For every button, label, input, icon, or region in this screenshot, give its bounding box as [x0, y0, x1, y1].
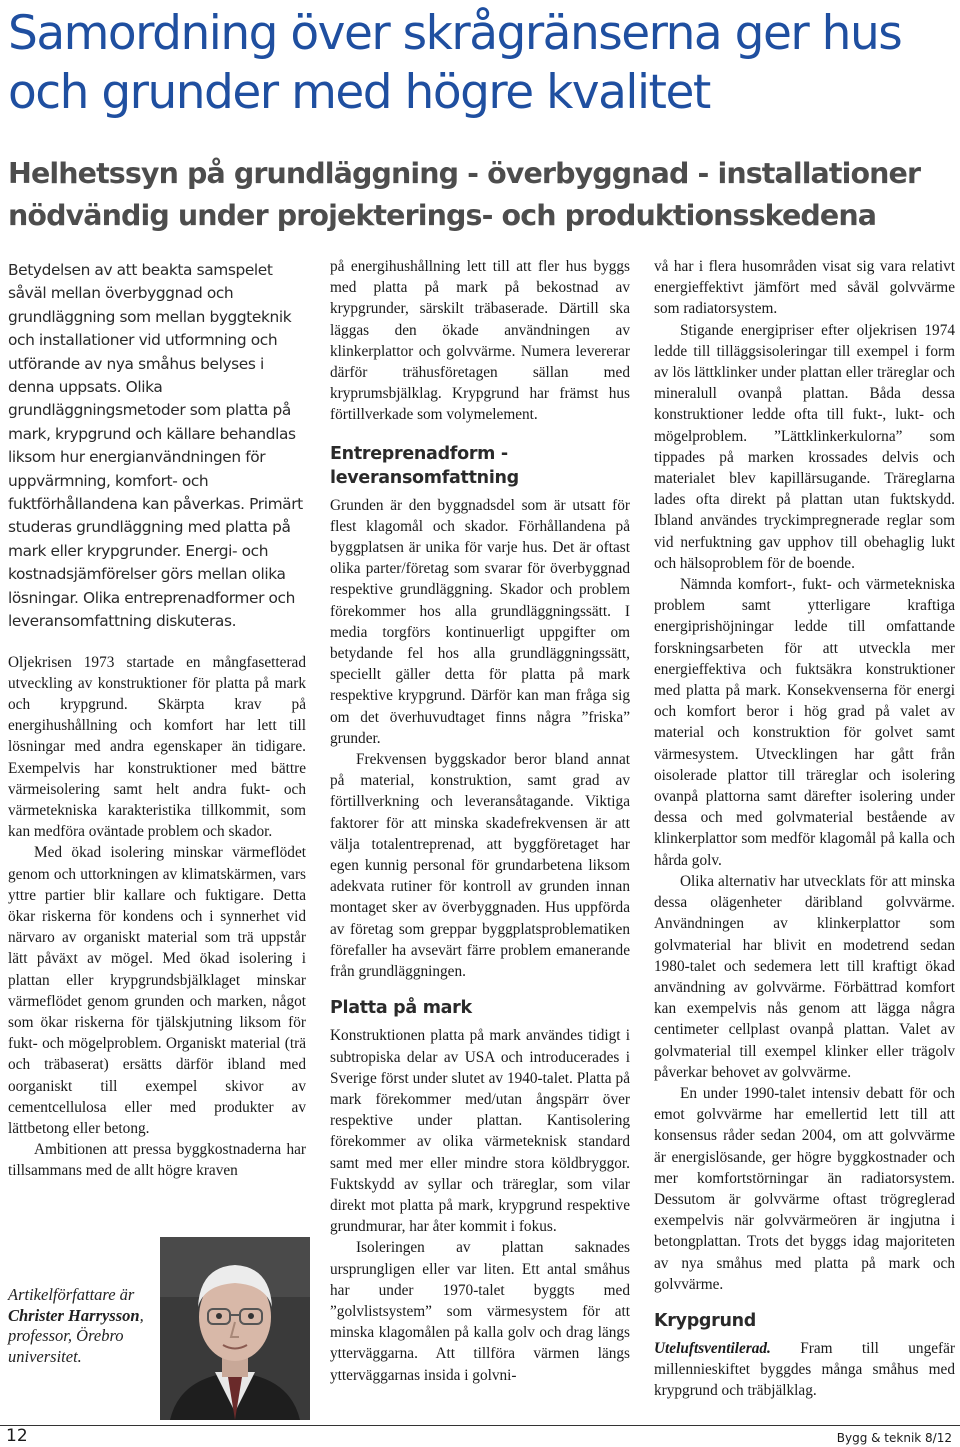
author-box	[8, 1223, 298, 1366]
body-paragraph: vå har i flera husområden visat sig vara relativt energieffektivt jämfört med såväl golvvärme som radiatorsystem.	[654, 258, 955, 318]
body-paragraph: En under 1990-talet intensiv debatt för och emot golvvärme har emellertid lett till att konsensus råder sedan 2004, om att golvvärme är energislösande, ger högre byggkostnader och mer komfortstörningar än radiatorsystem. Dessutom är golvvärme oftast trögreglerad exempelvis när golvvärmeören är ingjutna i betongplattan. Trots det byggs idag majoriteten av nya småhus med platta på mark och golvvärme.	[654, 1084, 955, 1293]
body-paragraph: Nämnda komfort-, fukt- och värmetekniska problem samt ytterligare kraftiga energiprishöjningar ledde till omfattande forskningsarbeten för att utveckla mer energieffektiva och fuktsäkra konstruktioner med platta på mark. Konsekvenserna för energi och komfort beror i hög grad på valet av material och konstruktion för golvet samt värmesystem. Utvecklingen har gått från oisolerade plattor till träreglar och isolering ovanpå plattorna samt därefter isolering under dessa och med golvmaterial bestående av klinkerplattor som medför klagomål på kalla och hårda golv.	[654, 576, 955, 869]
body-paragraph: Frekvensen byggskador beror bland annat på material, konstruktion, samt grad av förtillverkning och leveransåtagande. Viktiga faktorer för att minska skadefrekvensen är att välja totalentreprenad, att byggföretaget har egen kunnig personal för grundarbetena liksom adekvata rutiner för kontroll av grunden innan montaget sker av överbyggnaden. Hus uppförda av företag som greppar byggplatsproblematiken förefaller ha avsevärt färre problem emanerande från grundläggningen.	[330, 751, 630, 981]
body-paragraph: på energihushållning lett till att fler hus byggs med platta på mark på bekostnad av krypgrunder, särskilt träbaserade. Därtill ska läggas den ökade användningen av klinkerplattor och golvvärme. Numera levererar därför trähusföretagen sällan med kryprumsbjälklag. Krypgrund har främst hus förtillverkade som volymelement.	[330, 258, 630, 424]
body-paragraph: Konstruktionen platta på mark användes tidigt i subtropiska delar av USA och introducerades i Sverige först under slutet av 1940-talet. Platta på mark förekommer med/utan ångspärr över respektive under plattan. Kantisolering förekommer av olika värmeteknisk standard samt med mer eller mindre stora köldbryggor. Fuktskydd av syllar och träreglar, som vilar direkt mot platta på mark, krypgrund respektive grundmurar, har åter kommit i fokus.	[330, 1027, 630, 1236]
body-paragraph	[654, 1338, 955, 1402]
heading-krypgrund: Krypgrund	[654, 1310, 757, 1331]
heading-platta-pa-mark: Platta på mark	[330, 998, 472, 1019]
author-title: , professor, Örebro universitet.	[8, 1305, 144, 1366]
body-paragraph: Ambitionen att pressa byggkostnaderna har tillsammans med de allt högre kraven	[8, 1141, 306, 1180]
body-paragraph: Isoleringen av plattan saknades ursprungligen eller var liten. Ett antal småhus har under 1970-talet byggts med ”golvlistsystem” som värmesystem för att minska klagomålen på kalla golv och drag längs ytterväggarna. Att tillföra värmen längs ytterväggarnas insida i golvni-	[330, 1239, 630, 1384]
page-number: 12	[6, 1426, 28, 1446]
body-paragraph: Med ökad isolering minskar värmeflödet genom och uttorkningen av klimatskärmen, vars yttre partier blir kallare och fuktigare. Detta ökar riskerna för kondens och i synnerhet vid närvaro av organiskt material som trä uppstår lätt påväxt av mögel. Med ökad isolering i plattan eller krypgrundsbjälklaget minskar värmeflödet genom grunden och marken, något som ökar riskerna för tjälskjutning liksom för fukt- och mögelproblem. Organiskt material (trä och träbaserat) ersätts därför ibland med oorganiskt till exempel skivor av cementcellulosa eller med produkter av lättbetong eller betong.	[8, 844, 306, 1137]
author-name: Christer Harrysson	[8, 1305, 140, 1325]
body-paragraph: Oljekrisen 1973 startade en mångfasetterad utveckling av konstruktioner för platta på mark och krypgrund. Skärpta krav på energihushållning och komfort har lett till lösningar med andra egenskaper än tidigare. Exempelvis har konstruktioner med bättre värmeisolering samt helt andra fukt- och värmetekniska karakteristika tillkommit, som kan medföra oväntade problem och skador.	[8, 653, 306, 841]
author-photo	[160, 1237, 310, 1420]
column-3	[654, 256, 955, 1402]
paragraph-text: Fram till ungefär millennieskiftet byggdes många småhus med krypgrund och träbjälklag.	[654, 1339, 955, 1400]
heading-entreprenadform: Entreprenadform - leveransomfattning	[330, 443, 519, 488]
body-paragraph: Stigande energipriser efter oljekrisen 1974 ledde till tilläggsisoleringar till exempel i form av lös lättklinker under plattan eller träreglar och mineralull ovanpå plattan. Båda dessa konstruktioner ledde ofta till fukt-, lukt- och mögelproblem. ”Lättklinkerkulorna” som tippades på marken krossades delvis och materialet blev kapillärsugande. Träreglarna lades ofta direkt på plattan utan fuktskydd. Ibland användes tryckimpregnerade reglar som vid nerfuktning gav upphov till obehaglig lukt och hälsoproblem för de boende.	[654, 321, 955, 572]
run-in-heading: Uteluftsventilerad.	[654, 1339, 771, 1357]
publication-footer: Bygg & teknik 8/12	[836, 1431, 952, 1445]
caption-intro: Artikelförfattare är	[8, 1285, 135, 1304]
body-paragraph: Grunden är den byggnadsdel som är utsatt för flest klagomål och skador. Förhållandena på byggplatsen är unika för varje hus. Det är oftast olika parter/företag som svarar för överbyggnad respektive grundläggning. Skador och problem förekommer hos alla grundläggningssätt. I media torgförs kontinuerligt uppgifter om betydande fel hos alla grundläggningssätt, speciellt gäller detta för platta på mark respektive krypgrund. Därför kan man fråga sig om det överhuvudtaget finns några ”friska” grunder.	[330, 496, 630, 747]
footer-rule	[0, 1425, 960, 1426]
column-1	[8, 256, 306, 1182]
body-paragraph: Olika alternativ har utvecklats för att minska dessa olägenheter däribland golvvärme. Användningen av klinkerplattor som golvmaterial har blivit en modetrend sedan 1980-talet och sedemera lett till kraftigt ökad användning av golvvärme. Förbättrad komfort kan exempelvis nås genom att lägga några centimeter cellplast ovanpå plattan. Valet av golvmaterial till exempel klinker eller trägolv påverkar behovet av golvvärme.	[654, 872, 955, 1081]
author-caption	[8, 1285, 158, 1367]
author-portrait-image	[160, 1237, 310, 1420]
lead-paragraph: Betydelsen av att beakta samspelet såväl mellan överbyggnad och grundläggning som mellan byggteknik och installationer vid utformning och utförande av nya småhus belyses i denna uppsats. Olika grundläggningsmetoder som platta på mark, krypgrund och källare behandlas liksom hur energianvändningen för uppvärmning, komfort- och fuktförhållandena kan påverkas. Primärt studeras grundläggning med platta på mark eller krypgrunder. Energi- och kostnadsjämförelser görs mellan olika lösningar. Olika entreprenadformer och leveransomfattning diskuteras.	[8, 261, 303, 631]
article-subtitle: Helhetssyn på grundläggning - överbyggnad - installationer nödvändig under projekterings- och produktionsskedena	[8, 157, 921, 232]
article-title: Samordning över skrågränserna ger hus och grunder med högre kvalitet	[8, 6, 902, 120]
column-2	[330, 256, 630, 1386]
